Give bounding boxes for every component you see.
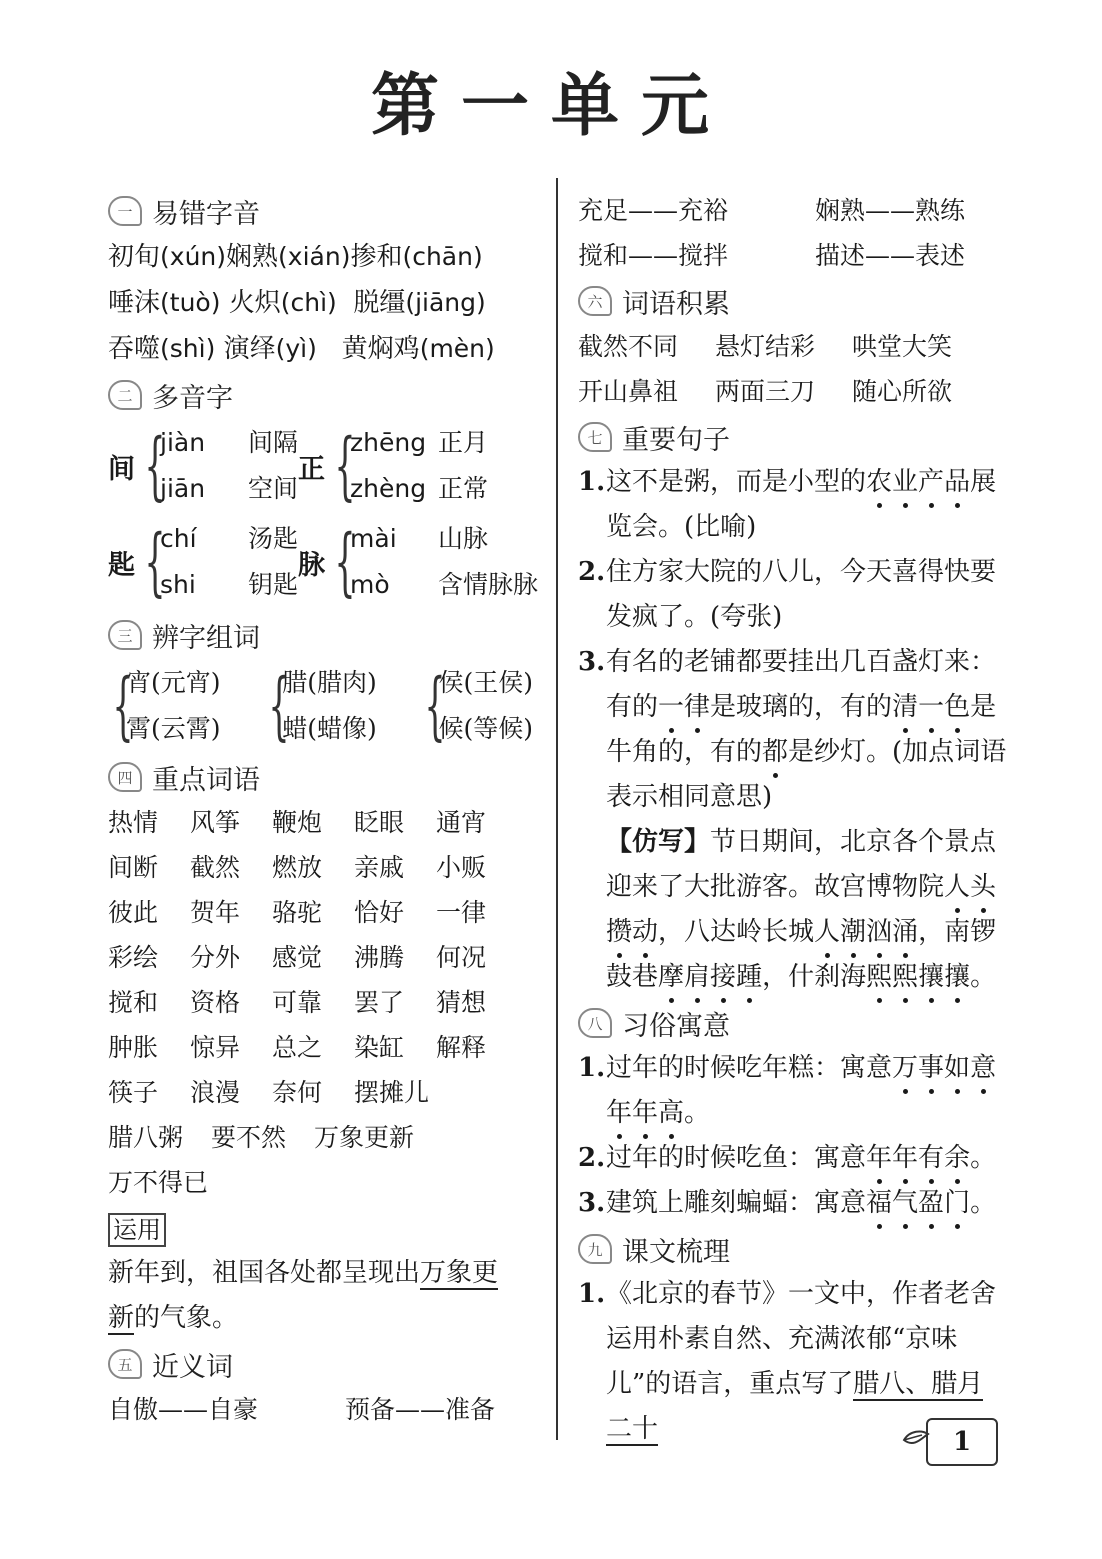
- word: 汤匙: [248, 524, 299, 553]
- word: 演绎: [223, 334, 276, 364]
- pinyin: zhèng: [350, 474, 427, 503]
- word: 含情脉脉: [438, 570, 539, 599]
- idiom: 截然不同: [578, 332, 679, 361]
- key-word: 筷子: [108, 1078, 159, 1107]
- section-title: 多音字: [152, 382, 233, 414]
- pair-word: 侯(王侯): [438, 668, 533, 697]
- page-number: 1: [926, 1418, 998, 1466]
- pinyin: (xún): [160, 242, 227, 271]
- pron-line: [108, 326, 533, 372]
- item-number: 3.: [578, 647, 606, 677]
- section-heading: [578, 414, 1008, 460]
- text: ，八达岭长城: [658, 917, 815, 947]
- brace-icon: {: [334, 423, 356, 509]
- word: 正月: [438, 428, 489, 457]
- idiom: 开山鼻祖: [578, 377, 679, 406]
- section-title: 辨字组词: [152, 622, 260, 654]
- text: 《北京的春节》一文中，作者老舍运用朴素自然、充满浓郁“京味儿”的语言，重点写了: [606, 1279, 997, 1399]
- section-number-badge: 二: [108, 380, 142, 410]
- polyphone-char: 脉: [298, 549, 326, 581]
- word: 掺和: [350, 242, 403, 272]
- key-word: 通宵: [436, 808, 487, 837]
- section-title: 重点词语: [152, 764, 260, 796]
- text: 是牛角的，有的: [606, 692, 997, 767]
- section-number-badge: 六: [578, 286, 612, 316]
- word: 万不得已: [108, 1168, 209, 1197]
- synonym-grid: [108, 1387, 533, 1432]
- key-word: 截然: [190, 853, 241, 882]
- key-word: 解释: [436, 1033, 487, 1062]
- pinyin: (yì): [275, 334, 317, 363]
- key-word: 猜想: [436, 988, 487, 1017]
- item-number: 1.: [578, 1053, 606, 1083]
- synonym-pair: 自傲——自豪: [108, 1395, 259, 1424]
- pinyin: zhēng: [350, 428, 427, 457]
- section-title: 易错字音: [152, 198, 260, 230]
- key-word: 惊异: [190, 1033, 241, 1062]
- key-word: 鞭炮: [272, 808, 323, 837]
- synonym-pair: 搅和——搅拌: [578, 241, 729, 270]
- key-word: 染缸: [354, 1033, 405, 1062]
- word: 正常: [438, 474, 489, 503]
- text: 词语表示相同意思): [606, 737, 1007, 812]
- text: 是玻璃的，有的: [710, 692, 893, 722]
- key-word: 何况: [436, 943, 487, 972]
- section-number-badge: 九: [578, 1234, 612, 1264]
- polyphone-entry: [108, 516, 298, 608]
- section-title: 课文梳理: [622, 1236, 730, 1268]
- idiom-grid: [578, 324, 1008, 414]
- text: 。: [970, 962, 997, 992]
- section-title: 重要句子: [622, 424, 730, 456]
- brace-icon: {: [334, 519, 356, 605]
- item-number: 2.: [578, 1143, 606, 1173]
- key-word: 搅和: [108, 988, 159, 1017]
- word: 唾沫: [108, 288, 161, 318]
- pinyin: (xián): [278, 242, 351, 271]
- polyphone-entry: [108, 420, 298, 512]
- word: 空间: [248, 474, 299, 503]
- key-word: 分外: [190, 943, 241, 972]
- section-number-badge: 七: [578, 422, 612, 452]
- dotted-text: 熙熙攘攘: [866, 962, 970, 992]
- word: 脱缰: [353, 288, 406, 318]
- sentence-item: [578, 640, 1008, 820]
- page-title: 第一单元: [370, 67, 731, 146]
- text: 建筑上雕刻蝙蝠：寓意: [606, 1188, 867, 1218]
- sentence-item: [578, 460, 1008, 550]
- word: 要不然: [211, 1123, 287, 1152]
- key-word: 总之: [272, 1033, 323, 1062]
- pron-line: [108, 280, 533, 326]
- pair-word: 腊(腊肉): [282, 668, 377, 697]
- char-pair: [264, 660, 377, 752]
- usage-tag: 运用: [108, 1213, 166, 1247]
- idiom: 哄堂大笑: [852, 332, 953, 361]
- section-number-badge: 一: [108, 196, 142, 226]
- key-word: 骆驼: [272, 898, 323, 927]
- key-word: 风筝: [190, 808, 241, 837]
- imitation-label: 【仿写】: [606, 827, 711, 857]
- dotted-text: 人头攒动: [606, 872, 996, 947]
- key-word: 可靠: [272, 988, 323, 1017]
- char-pair: [420, 660, 533, 752]
- word: 火炽: [228, 288, 281, 318]
- text: 节日期间，北京各个景点迎来了大批游客。故宫博物院: [606, 827, 997, 902]
- text: 这不是粥，而是小型的: [606, 467, 867, 497]
- pinyin: jiān: [160, 474, 206, 503]
- pair-word: 蜡(蜡像): [282, 714, 377, 743]
- pair-word: 霄(云霄): [126, 714, 221, 743]
- synonym-grid: [578, 188, 1008, 278]
- dotted-text: 都: [762, 737, 788, 767]
- section-heading: [108, 1341, 533, 1387]
- dotted-text: 一律: [658, 692, 710, 722]
- section-heading: [578, 278, 1008, 324]
- section-heading: [108, 188, 533, 234]
- brace-icon: {: [144, 423, 166, 509]
- section-heading: [108, 372, 533, 418]
- dotted-text: 万事如意年年高: [606, 1053, 996, 1128]
- section-heading: [578, 1226, 1008, 1272]
- left-column: [108, 188, 539, 1432]
- text: 的气象。: [134, 1303, 239, 1333]
- key-word: 热情: [108, 808, 159, 837]
- word: 万象更新: [314, 1123, 415, 1152]
- text: 是纱灯。(加点: [788, 737, 955, 767]
- text: 有的: [606, 692, 659, 722]
- word: 吞噬: [108, 334, 161, 364]
- section-number-badge: 五: [108, 1349, 142, 1379]
- pinyin: (chì): [280, 288, 337, 317]
- section-title: 近义词: [152, 1351, 233, 1383]
- key-word: 摆摊儿: [354, 1078, 430, 1107]
- key-words-row: [108, 1160, 533, 1205]
- polyphone-char: 正: [298, 453, 326, 485]
- idiom: 两面三刀: [715, 377, 816, 406]
- polyphone-char: 匙: [108, 549, 135, 581]
- key-words-grid: [108, 800, 533, 1115]
- key-word: 浪漫: [190, 1078, 241, 1107]
- section-number-badge: 三: [108, 620, 142, 650]
- key-word: 眨眼: [354, 808, 405, 837]
- key-word: 燃放: [272, 853, 323, 882]
- pinyin: (shì): [160, 334, 216, 363]
- pinyin: shi: [160, 570, 196, 599]
- key-word: 恰好: [354, 898, 405, 927]
- sentence-item: [578, 550, 1008, 640]
- key-word: 一律: [436, 898, 487, 927]
- word: 娴熟: [226, 242, 279, 272]
- key-word: 沸腾: [354, 943, 405, 972]
- section-number-badge: 四: [108, 762, 142, 792]
- text: 有名的老铺都要挂出几百盏灯来：: [606, 647, 997, 677]
- item-number: 1.: [578, 467, 606, 497]
- dotted-text: 人潮汹涌: [814, 917, 918, 947]
- dotted-text: 摩肩接踵: [658, 962, 762, 992]
- dotted-text: 年年有余: [866, 1143, 970, 1173]
- custom-item: [578, 1136, 1008, 1181]
- pinyin: (jiāng): [405, 288, 486, 317]
- polyphone-grid: [108, 420, 539, 608]
- pron-line: [108, 234, 533, 280]
- section-heading: [578, 1000, 1008, 1046]
- polyphone-entry: [298, 516, 538, 608]
- right-column: [578, 188, 1008, 1452]
- char-pair: [108, 660, 221, 752]
- column-divider: [556, 178, 558, 1440]
- pair-word: 宵(元宵): [126, 668, 221, 697]
- word: 黄焖鸡: [341, 334, 420, 364]
- word: 间隔: [248, 428, 299, 457]
- imitation-item: [578, 820, 1008, 1000]
- pinyin: (chān): [402, 242, 483, 271]
- synonym-pair: 充足——充裕: [578, 196, 729, 225]
- section-heading: [108, 612, 533, 658]
- key-word: 亲戚: [354, 853, 405, 882]
- item-number: 2.: [578, 557, 606, 587]
- text: 。(比喻): [658, 512, 757, 542]
- key-word: 彼此: [108, 898, 159, 927]
- brace-icon: {: [144, 519, 166, 605]
- key-word: 奈何: [272, 1078, 323, 1107]
- text: 新年到，祖国各处都呈现出: [108, 1258, 421, 1288]
- brace-icon: {: [268, 663, 290, 749]
- pinyin: (tuò): [160, 288, 221, 317]
- brace-icon: {: [112, 663, 134, 749]
- pair-word: 候(等候): [438, 714, 533, 743]
- synonym-pair: 娴熟——熟练: [815, 196, 966, 225]
- underlined-text: 新: [108, 1303, 135, 1333]
- item-number: 1.: [578, 1279, 606, 1309]
- section-heading: [108, 754, 533, 800]
- word: 腊八粥: [108, 1123, 184, 1152]
- key-word: 肿胀: [108, 1033, 159, 1062]
- text: 。: [970, 1188, 997, 1218]
- text: 。: [684, 1098, 711, 1128]
- usage-sentence: [108, 1251, 533, 1341]
- pinyin: jiàn: [160, 428, 206, 457]
- polyphone-entry: [298, 420, 538, 512]
- underlined-text: 腊八、腊月二十: [606, 1369, 984, 1444]
- polyphone-char: 间: [108, 453, 135, 485]
- synonym-pair: 预备——准备: [345, 1395, 496, 1424]
- section-number-badge: 八: [578, 1008, 612, 1038]
- word: 初旬: [108, 242, 161, 272]
- pinyin: chí: [160, 524, 197, 553]
- pinyin: mài: [350, 524, 397, 553]
- char-pair-grid: [108, 660, 533, 752]
- idiom: 随心所欲: [852, 377, 953, 406]
- custom-item: [578, 1046, 1008, 1136]
- key-word: 间断: [108, 853, 159, 882]
- key-word: 罢了: [354, 988, 405, 1017]
- text: 。: [970, 1143, 997, 1173]
- section-title: 习俗寓意: [622, 1010, 730, 1042]
- key-word: 资格: [190, 988, 241, 1017]
- text: ，南锣鼓巷: [606, 917, 997, 992]
- brace-icon: {: [424, 663, 447, 749]
- underlined-text: 万象更: [420, 1258, 499, 1288]
- text: ，什刹海: [762, 962, 867, 992]
- dotted-text: 清一色: [892, 692, 970, 722]
- key-word: 贺年: [190, 898, 241, 927]
- dotted-text: 福气盈门: [866, 1188, 970, 1218]
- text: 要发疯了: [606, 557, 997, 632]
- key-word: 感觉: [272, 943, 323, 972]
- key-word: 彩绘: [108, 943, 159, 972]
- word: 山脉: [438, 524, 489, 553]
- key-words-row: [108, 1115, 533, 1160]
- dotted-text: 农业产品: [866, 467, 970, 497]
- section-title: 词语积累: [622, 288, 730, 320]
- text: 。(夸张): [684, 602, 783, 632]
- item-number: 3.: [578, 1188, 606, 1218]
- pinyin: (mèn): [419, 334, 495, 363]
- pinyin: mò: [350, 570, 390, 599]
- word: 钥匙: [248, 570, 299, 599]
- text: 展览会: [606, 467, 997, 542]
- synonym-pair: 描述——表述: [815, 241, 966, 270]
- text: 住方家大院的八儿，今天喜得快: [606, 557, 971, 587]
- key-word: 小贩: [436, 853, 487, 882]
- text: 过年的时候吃鱼：寓意: [606, 1143, 867, 1173]
- text: 过年的时候吃年糕：寓意: [606, 1053, 893, 1083]
- custom-item: [578, 1181, 1008, 1226]
- idiom: 悬灯结彩: [715, 332, 816, 361]
